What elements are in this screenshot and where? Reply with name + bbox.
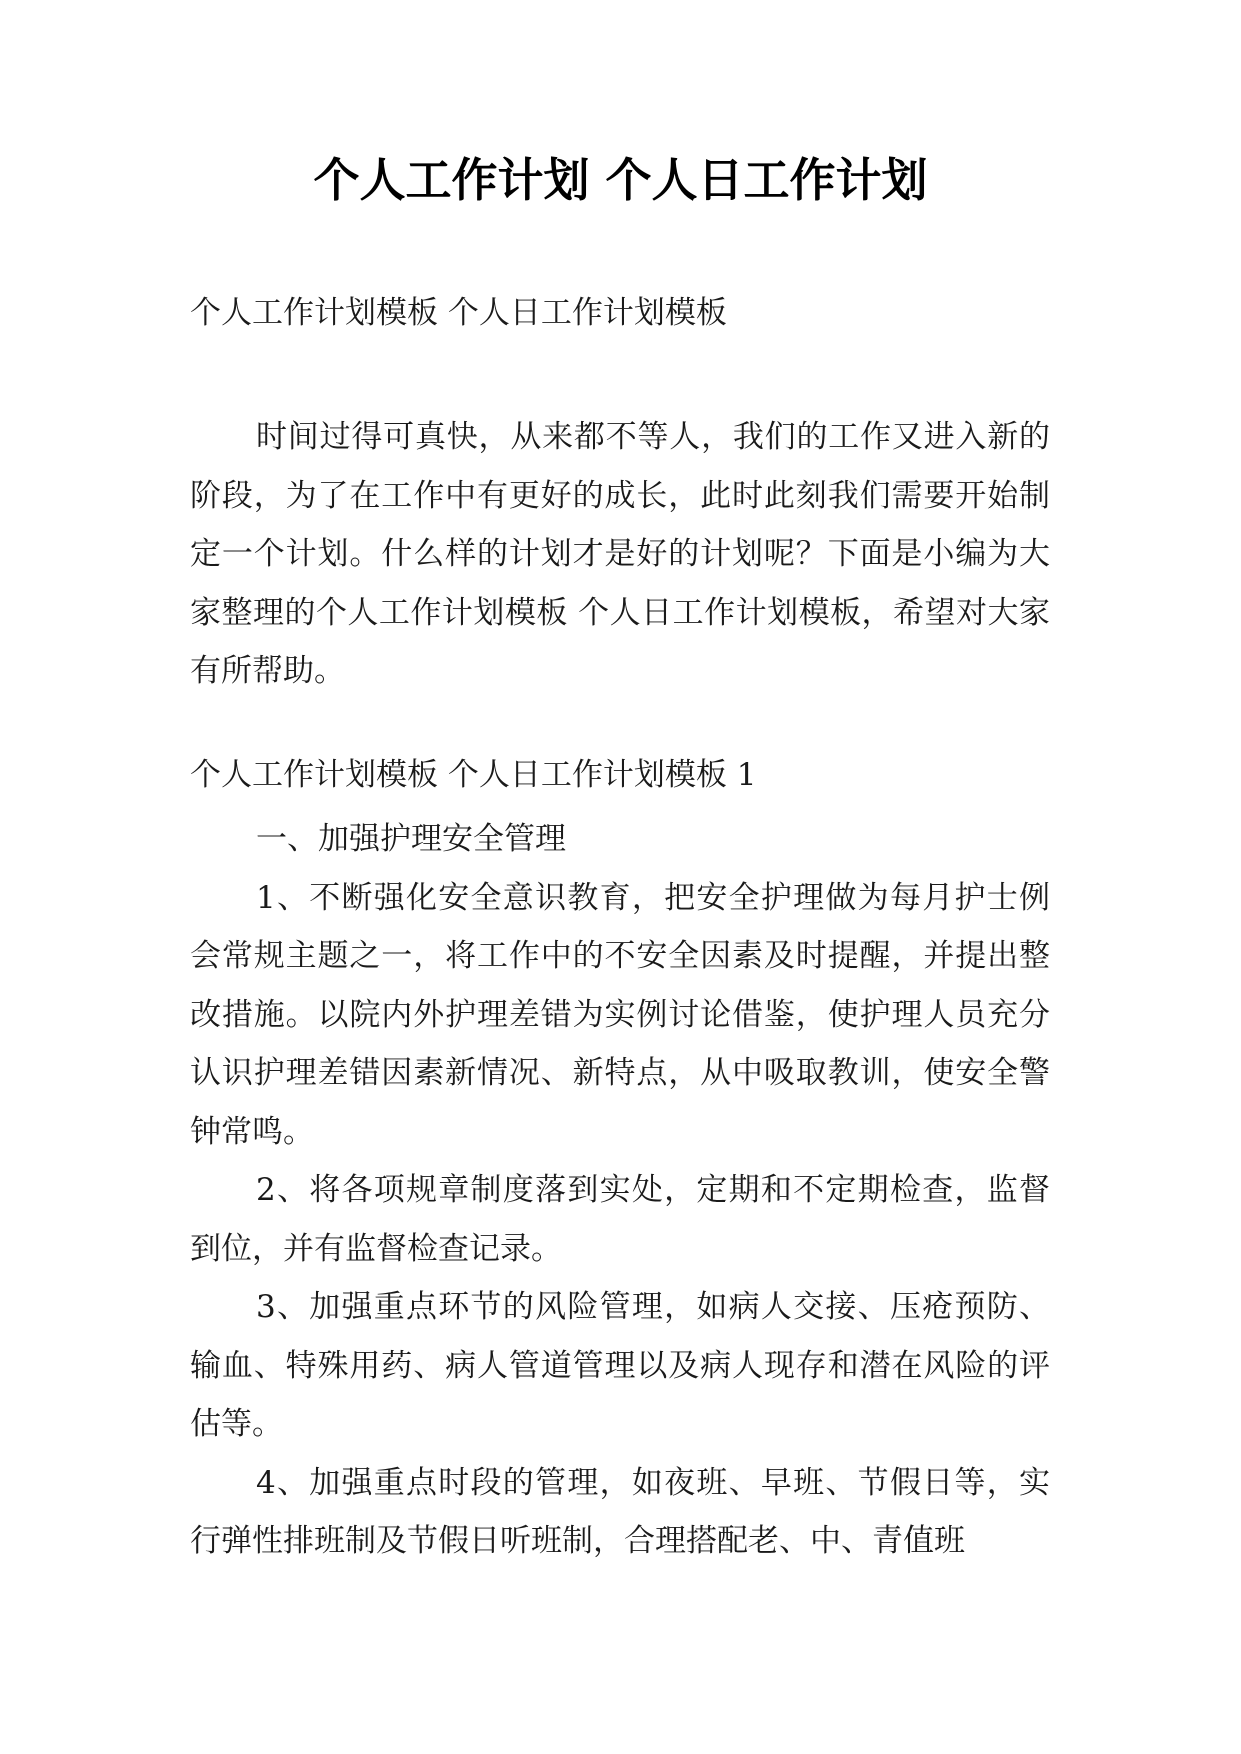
body-paragraph: 4、加强重点时段的管理，如夜班、早班、节假日等，实行弹性排班制及节假日听班制，合理搭配老、中、青值班 [190, 1464, 1050, 1559]
section-body [190, 810, 1050, 1571]
body-paragraph: 1、不断强化安全意识教育，把安全护理做为每月护士例会常规主题之一，将工作中的不安全因素及时提醒，并提出整改措施。以院内外护理差错为实例讨论借鉴，使护理人员充分认识护理差错因素新情况、新特点，从中吸取教训，使安全警钟常鸣。 [190, 879, 1050, 1150]
document-title: 个人工作计划 个人日工作计划 [313, 153, 928, 207]
intro-paragraph: 时间过得可真快，从来都不等人，我们的工作又进入新的阶段，为了在工作中有更好的成长，此时此刻我们需要开始制定一个计划。什么样的计划才是好的计划呢？下面是小编为大家整理的个人工作计划模板 个人日工作计划模板，希望对大家有所帮助。 [190, 419, 1050, 689]
subheading-safety-management: 一、加强护理安全管理 [256, 821, 566, 857]
body-paragraph: 2、将各项规章制度落到实处，定期和不定期检查，监督到位，并有监督检查记录。 [190, 1172, 1050, 1267]
section-heading: 个人工作计划模板 个人日工作计划模板 1 [190, 757, 757, 793]
body-paragraph: 3、加强重点环节的风险管理，如病人交接、压疮预防、输血、特殊用药、病人管道管理以及病人现存和潜在风险的评估等。 [190, 1289, 1050, 1442]
document-subtitle: 个人工作计划模板 个人日工作计划模板 [190, 295, 727, 331]
